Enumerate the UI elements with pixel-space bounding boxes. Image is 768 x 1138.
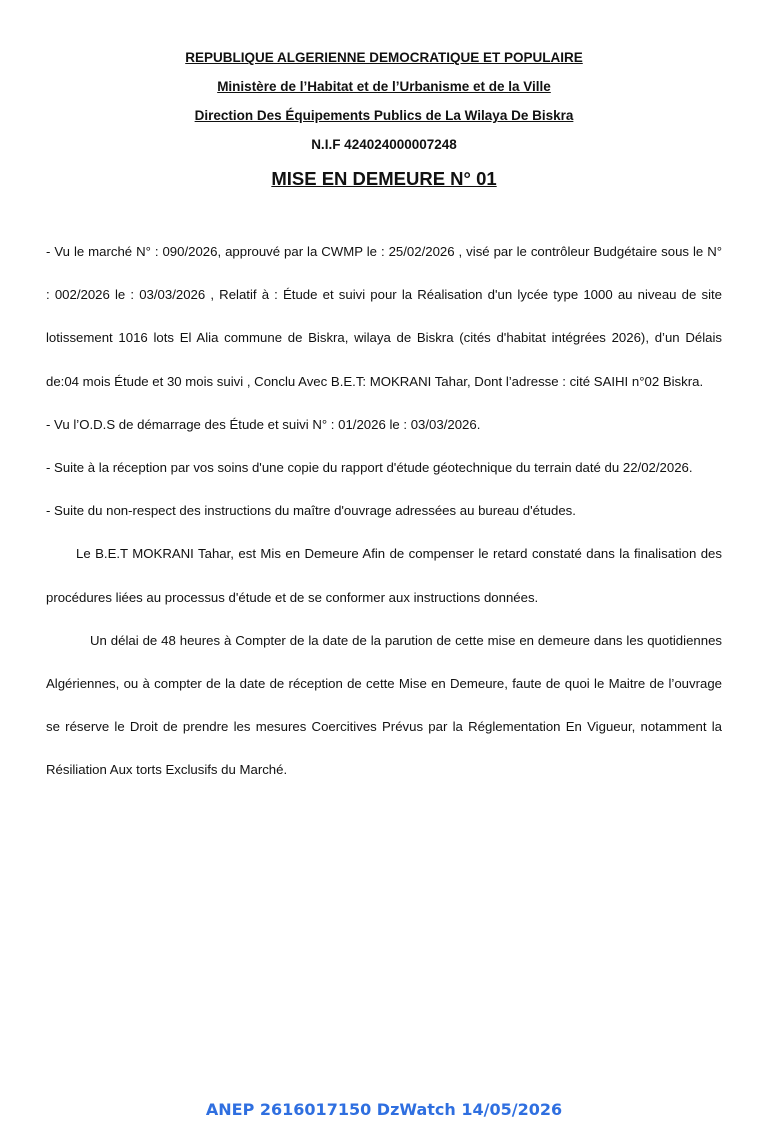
header-direction: Direction Des Équipements Publics de La Wilaya De Biskra	[194, 108, 574, 123]
footer-reference: ANEP 2616017150 DzWatch 14/05/2026	[205, 1100, 563, 1119]
document-body	[46, 230, 722, 792]
paragraph-delai: Un délai de 48 heures à Compter de la date de la parution de cette mise en demeure dans les quotidiennes Algériennes, ou à compter de la date de réception de cette Mise en Demeure, faute de quoi le Maitre de l’ouvrage se réserve le Droit de prendre les mesures Coercitives Prévus par la Réglementation En Vigueur, notamment la Résiliation Aux torts Exclusifs du Marché.	[46, 632, 722, 778]
document-title: MISE EN DEMEURE N° 01	[271, 168, 497, 189]
header-republic: REPUBLIQUE ALGERIENNE DEMOCRATIQUE ET POPULAIRE	[185, 50, 583, 65]
paragraph-mise-en-demeure: Le B.E.T MOKRANI Tahar, est Mis en Demeure Afin de compenser le retard constaté dans la finalisation des procédures liées au processus d'étude et de se conformer aux instructions données.	[46, 546, 722, 605]
paragraph-reception: - Suite à la réception par vos soins d'une copie du rapport d'étude géotechnique du terrain daté du 22/02/2026.	[46, 460, 693, 476]
header-nif: N.I.F 424024000007248	[311, 137, 457, 152]
paragraph-non-respect: - Suite du non-respect des instructions du maître d'ouvrage adressées au bureau d'études.	[46, 503, 576, 519]
paragraph-ods: - Vu l’O.D.S de démarrage des Étude et suivi N° : 01/2026 le : 03/03/2026.	[46, 416, 481, 432]
header-ministry: Ministère de l’Habitat et de l’Urbanisme et de la Ville	[217, 79, 551, 94]
paragraph-marche: - Vu le marché N° : 090/2026, approuvé par la CWMP le : 25/02/2026 , visé par le contrôleur Budgétaire sous le N° : 002/2026 le : 03/03/2026 , Relatif à : Étude et suivi pour la Réalisation d'un lycée type 1000 au niveau de site lotissement 1016 lots El Alia commune de Biskra, wilaya de Biskra (cités d'habitat intégrées 2026), d’un Délais de:04 mois Étude et 30 mois suivi , Conclu Avec B.E.T: MOKRANI Tahar, Dont l’adresse : cité SAIHI n°02 Biskra.	[46, 244, 722, 389]
